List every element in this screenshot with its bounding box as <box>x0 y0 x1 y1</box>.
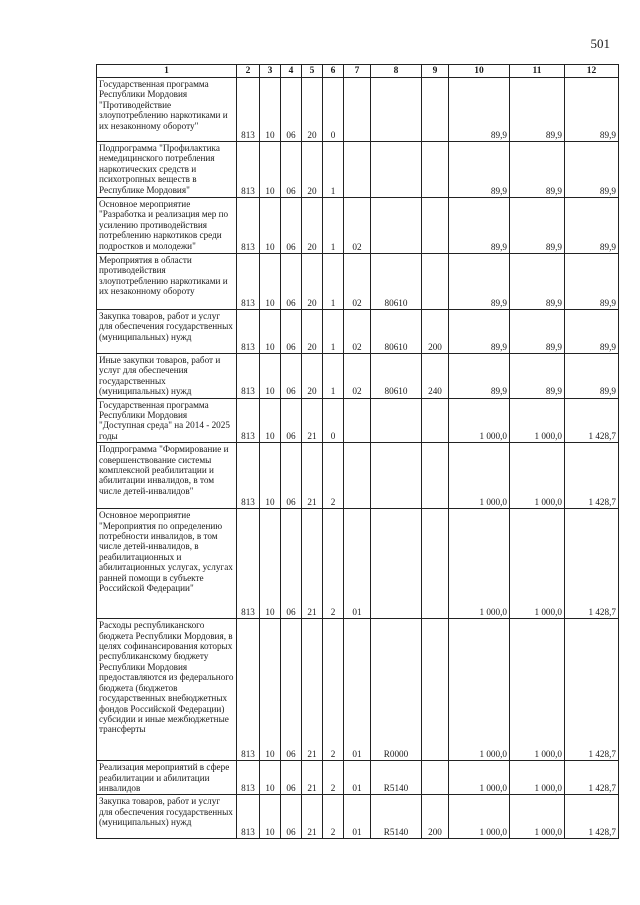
column-12-cell: 89,9 <box>565 78 619 142</box>
page-number: 501 <box>590 36 610 51</box>
column-4-cell: 06 <box>281 310 302 354</box>
column-9-cell <box>422 78 449 142</box>
column-header-7: 7 <box>344 65 371 78</box>
column-6-cell: 0 <box>323 78 344 142</box>
column-2-cell: 813 <box>237 761 260 795</box>
column-6-cell: 2 <box>323 761 344 795</box>
column-10-cell: 1 000,0 <box>449 795 510 839</box>
column-7-cell <box>344 443 371 509</box>
table-body <box>97 78 619 839</box>
column-5-cell: 20 <box>302 310 323 354</box>
column-10-cell: 89,9 <box>449 142 510 198</box>
column-10-cell: 89,9 <box>449 78 510 142</box>
column-9-cell <box>422 443 449 509</box>
column-3-cell: 10 <box>260 254 281 310</box>
column-11-cell: 89,9 <box>510 354 565 399</box>
column-8-cell: R5140 <box>371 795 422 839</box>
column-11-cell: 1 000,0 <box>510 795 565 839</box>
table-row <box>97 619 619 761</box>
table-row <box>97 443 619 509</box>
column-6-cell: 1 <box>323 142 344 198</box>
column-3-cell: 10 <box>260 509 281 619</box>
column-8-cell <box>371 78 422 142</box>
column-9-cell <box>422 509 449 619</box>
table-row <box>97 198 619 254</box>
row-name-cell: Реализация мероприятий в сфере реабилитации и абилитации инвалидов <box>97 761 237 795</box>
column-4-cell: 06 <box>281 354 302 399</box>
row-name-cell: Расходы республиканского бюджета Республики Мордовия, в целях софинансирования которых республиканскому бюджету Республики Мордовия предоставляются из федерального бюджета (бюджетов государственных внебюджетных фондов Российской Федерации) субсидии и иные межбюджетные трансферты <box>97 619 237 761</box>
row-name-cell: Подпрограмма "Профилактика немедицинского потребления наркотических средств и психотропных веществ в Республике Мордовия" <box>97 142 237 198</box>
column-12-cell: 1 428,7 <box>565 795 619 839</box>
column-header-3: 3 <box>260 65 281 78</box>
column-3-cell: 10 <box>260 761 281 795</box>
column-12-cell: 89,9 <box>565 354 619 399</box>
column-5-cell: 20 <box>302 198 323 254</box>
column-4-cell: 06 <box>281 795 302 839</box>
column-5-cell: 21 <box>302 398 323 443</box>
column-12-cell: 1 428,7 <box>565 398 619 443</box>
column-11-cell: 89,9 <box>510 254 565 310</box>
column-7-cell: 01 <box>344 795 371 839</box>
column-11-cell: 1 000,0 <box>510 398 565 443</box>
column-3-cell: 10 <box>260 142 281 198</box>
column-9-cell <box>422 619 449 761</box>
column-12-cell: 89,9 <box>565 198 619 254</box>
column-2-cell: 813 <box>237 142 260 198</box>
column-header-6: 6 <box>323 65 344 78</box>
column-3-cell: 10 <box>260 443 281 509</box>
column-7-cell: 01 <box>344 619 371 761</box>
column-3-cell: 10 <box>260 795 281 839</box>
column-6-cell: 0 <box>323 398 344 443</box>
column-2-cell: 813 <box>237 310 260 354</box>
column-7-cell <box>344 78 371 142</box>
table-row <box>97 509 619 619</box>
column-8-cell: 80610 <box>371 310 422 354</box>
budget-table <box>96 64 619 839</box>
column-9-cell: 200 <box>422 795 449 839</box>
column-5-cell: 20 <box>302 254 323 310</box>
column-4-cell: 06 <box>281 761 302 795</box>
column-9-cell <box>422 398 449 443</box>
column-4-cell: 06 <box>281 509 302 619</box>
column-header-8: 8 <box>371 65 422 78</box>
row-name-cell: Закупка товаров, работ и услуг для обеспечения государственных (муниципальных) нужд <box>97 795 237 839</box>
column-3-cell: 10 <box>260 78 281 142</box>
column-12-cell: 89,9 <box>565 310 619 354</box>
header-row <box>97 65 619 78</box>
column-9-cell: 240 <box>422 354 449 399</box>
column-header-1: 1 <box>97 65 237 78</box>
column-8-cell <box>371 509 422 619</box>
column-5-cell: 21 <box>302 509 323 619</box>
column-8-cell: R0000 <box>371 619 422 761</box>
column-4-cell: 06 <box>281 254 302 310</box>
column-12-cell: 89,9 <box>565 254 619 310</box>
column-4-cell: 06 <box>281 78 302 142</box>
column-5-cell: 20 <box>302 142 323 198</box>
column-11-cell: 89,9 <box>510 310 565 354</box>
column-3-cell: 10 <box>260 198 281 254</box>
column-4-cell: 06 <box>281 443 302 509</box>
column-7-cell <box>344 142 371 198</box>
column-8-cell <box>371 398 422 443</box>
column-9-cell <box>422 198 449 254</box>
column-2-cell: 813 <box>237 795 260 839</box>
column-11-cell: 89,9 <box>510 78 565 142</box>
column-6-cell: 2 <box>323 509 344 619</box>
column-header-10: 10 <box>449 65 510 78</box>
column-7-cell: 01 <box>344 761 371 795</box>
column-6-cell: 2 <box>323 443 344 509</box>
column-7-cell: 02 <box>344 310 371 354</box>
column-10-cell: 89,9 <box>449 198 510 254</box>
column-3-cell: 10 <box>260 619 281 761</box>
column-8-cell <box>371 142 422 198</box>
column-7-cell: 02 <box>344 254 371 310</box>
column-8-cell: 80610 <box>371 254 422 310</box>
column-4-cell: 06 <box>281 142 302 198</box>
column-3-cell: 10 <box>260 354 281 399</box>
column-7-cell <box>344 398 371 443</box>
column-10-cell: 1 000,0 <box>449 619 510 761</box>
row-name-cell: Государственная программа Республики Мордовия "Доступная среда" на 2014 - 2025 годы <box>97 398 237 443</box>
column-10-cell: 89,9 <box>449 254 510 310</box>
column-8-cell <box>371 198 422 254</box>
column-6-cell: 2 <box>323 795 344 839</box>
column-10-cell: 89,9 <box>449 310 510 354</box>
row-name-cell: Основное мероприятие "Разработка и реализация мер по усилению противодействия потреблению наркотиков среди подростков и молодежи" <box>97 198 237 254</box>
column-5-cell: 21 <box>302 795 323 839</box>
table-row <box>97 78 619 142</box>
column-12-cell: 1 428,7 <box>565 619 619 761</box>
column-11-cell: 1 000,0 <box>510 619 565 761</box>
column-11-cell: 89,9 <box>510 142 565 198</box>
column-8-cell <box>371 443 422 509</box>
column-12-cell: 1 428,7 <box>565 509 619 619</box>
column-9-cell: 200 <box>422 310 449 354</box>
column-5-cell: 21 <box>302 761 323 795</box>
column-4-cell: 06 <box>281 198 302 254</box>
column-6-cell: 2 <box>323 619 344 761</box>
row-name-cell: Закупка товаров, работ и услуг для обеспечения государственных (муниципальных) нужд <box>97 310 237 354</box>
table-row <box>97 142 619 198</box>
column-header-11: 11 <box>510 65 565 78</box>
column-4-cell: 06 <box>281 398 302 443</box>
column-10-cell: 89,9 <box>449 354 510 399</box>
column-5-cell: 20 <box>302 78 323 142</box>
row-name-cell: Государственная программа Республики Мордовия "Противодействие злоупотреблению наркотиками и их незаконному обороту" <box>97 78 237 142</box>
column-5-cell: 21 <box>302 619 323 761</box>
row-name-cell: Мероприятия в области противодействия злоупотреблению наркотиками и их незаконному обороту <box>97 254 237 310</box>
column-9-cell <box>422 142 449 198</box>
column-3-cell: 10 <box>260 310 281 354</box>
column-8-cell: R5140 <box>371 761 422 795</box>
column-7-cell: 01 <box>344 509 371 619</box>
column-header-9: 9 <box>422 65 449 78</box>
column-12-cell: 1 428,7 <box>565 761 619 795</box>
table-row <box>97 761 619 795</box>
column-8-cell: 80610 <box>371 354 422 399</box>
column-10-cell: 1 000,0 <box>449 761 510 795</box>
table-row <box>97 795 619 839</box>
column-2-cell: 813 <box>237 443 260 509</box>
column-header-5: 5 <box>302 65 323 78</box>
row-name-cell: Основное мероприятие "Мероприятия по определению потребности инвалидов, в том числе детей-инвалидов, в реабилитационных и абилитационных услугах, услугах ранней помощи в субъекте Российской Федерации" <box>97 509 237 619</box>
column-2-cell: 813 <box>237 354 260 399</box>
row-name-cell: Иные закупки товаров, работ и услуг для обеспечения государственных (муниципальных) нужд <box>97 354 237 399</box>
column-header-4: 4 <box>281 65 302 78</box>
column-11-cell: 1 000,0 <box>510 761 565 795</box>
column-10-cell: 1 000,0 <box>449 443 510 509</box>
column-6-cell: 1 <box>323 198 344 254</box>
column-7-cell: 02 <box>344 354 371 399</box>
column-5-cell: 21 <box>302 443 323 509</box>
table-row <box>97 310 619 354</box>
column-4-cell: 06 <box>281 619 302 761</box>
column-9-cell <box>422 254 449 310</box>
column-header-2: 2 <box>237 65 260 78</box>
column-7-cell: 02 <box>344 198 371 254</box>
column-10-cell: 1 000,0 <box>449 398 510 443</box>
column-2-cell: 813 <box>237 78 260 142</box>
column-header-12: 12 <box>565 65 619 78</box>
column-12-cell: 89,9 <box>565 142 619 198</box>
column-5-cell: 20 <box>302 354 323 399</box>
column-3-cell: 10 <box>260 398 281 443</box>
column-11-cell: 1 000,0 <box>510 509 565 619</box>
column-11-cell: 89,9 <box>510 198 565 254</box>
row-name-cell: Подпрограмма "Формирование и совершенствование системы комплексной реабилитации и абилитации инвалидов, в том числе детей-инвалидов" <box>97 443 237 509</box>
column-6-cell: 1 <box>323 254 344 310</box>
column-2-cell: 813 <box>237 509 260 619</box>
table-row <box>97 254 619 310</box>
column-2-cell: 813 <box>237 398 260 443</box>
column-9-cell <box>422 761 449 795</box>
table-row <box>97 398 619 443</box>
column-6-cell: 1 <box>323 310 344 354</box>
column-12-cell: 1 428,7 <box>565 443 619 509</box>
table-row <box>97 354 619 399</box>
column-11-cell: 1 000,0 <box>510 443 565 509</box>
column-10-cell: 1 000,0 <box>449 509 510 619</box>
column-6-cell: 1 <box>323 354 344 399</box>
column-2-cell: 813 <box>237 198 260 254</box>
column-2-cell: 813 <box>237 254 260 310</box>
column-2-cell: 813 <box>237 619 260 761</box>
